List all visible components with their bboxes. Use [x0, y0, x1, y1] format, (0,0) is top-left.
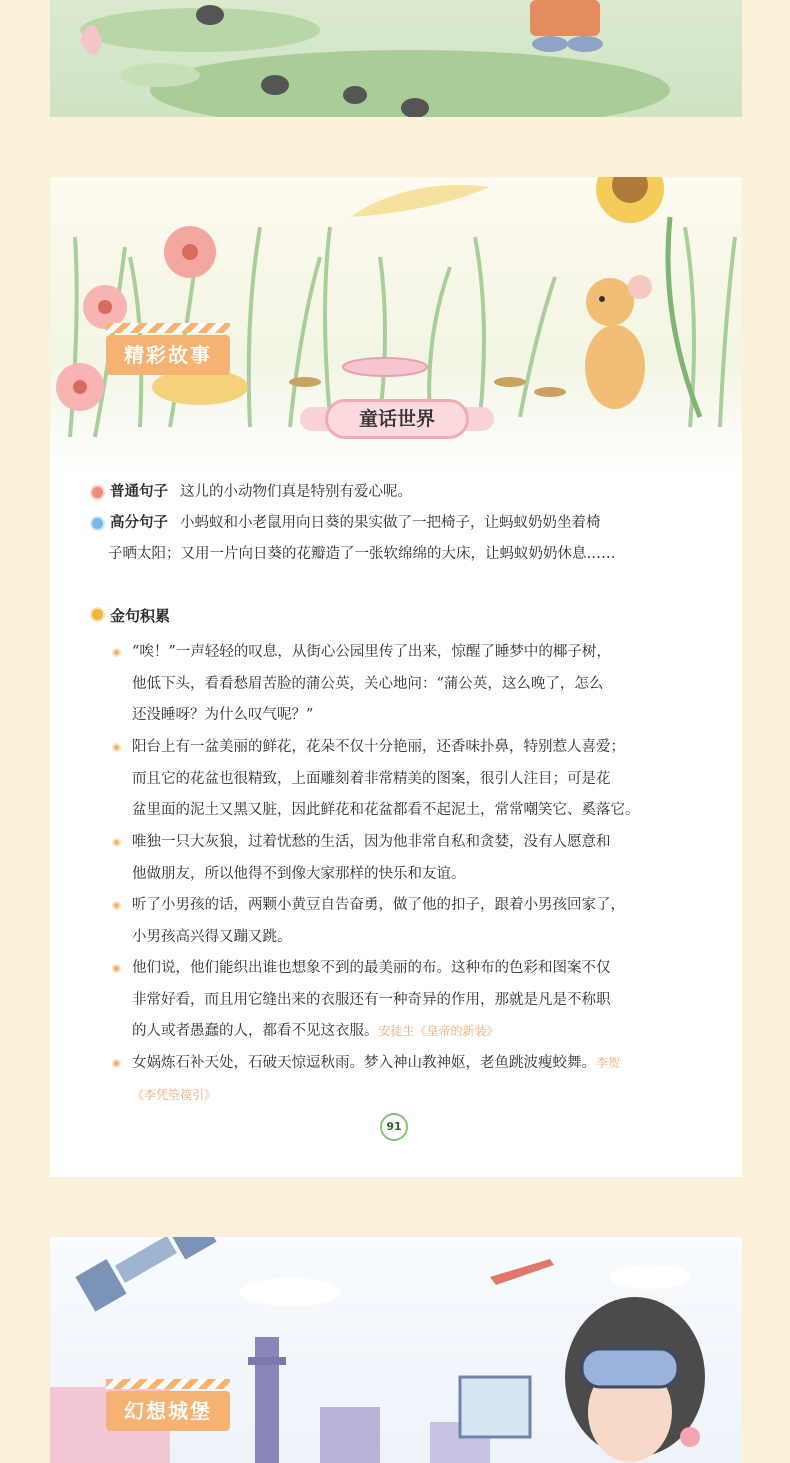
high-score-sentence-text: 小蚂蚁和小老鼠用向日葵的果实做了一把椅子，让蚂蚁奶奶坐着椅 — [180, 515, 601, 531]
section-tag: 精彩故事 — [106, 335, 230, 375]
story-page — [50, 177, 742, 1177]
tag-stripe-decoration — [106, 1379, 230, 1389]
alarm-clock-icon — [90, 516, 105, 531]
pond-illustration — [50, 0, 742, 117]
high-score-sentence-cont: 子晒太阳；又用一片向日葵的花瓣造了一张软绵绵的大床，让蚂蚁奶奶休息…… — [108, 546, 616, 562]
golden-sentence-item: 女娲炼石补天处，石破天惊逗秋雨。梦入神山教神妪，老鱼跳波瘦蛟舞。李贺 《李凭箜篌引》 — [132, 1048, 684, 1111]
golden-sentence-item: “唉！”一声轻轻的叹息，从街心公园里传了出来，惊醒了睡梦中的椰子树， 他低下头，看看愁眉苦脸的蒲公英，关心地问：“蒲公英，这么晚了，怎么 还没睡呀？为什么叹气呢？” — [132, 637, 684, 732]
golden-sentences-heading: 金句积累 — [110, 605, 170, 626]
fantasy-castle-page — [50, 1237, 742, 1463]
alarm-clock-icon — [90, 607, 105, 622]
golden-sentence-item: 听了小男孩的话，两颗小黄豆自告奋勇，做了他的扣子，跟着小男孩回家了， 小男孩高兴得又蹦又跳。 — [132, 890, 684, 953]
source-author: 李贺 — [596, 1056, 621, 1070]
source-citation: 《李凭箜篌引》 — [132, 1087, 217, 1102]
source-citation: 安徒生《皇帝的新装》 — [378, 1024, 499, 1038]
high-score-sentence-label: 高分句子 — [110, 515, 168, 531]
bullet-icon — [112, 838, 121, 847]
section-tag: 幻想城堡 — [106, 1391, 230, 1431]
alarm-clock-icon — [90, 485, 105, 500]
page-title: 童话世界 — [325, 399, 469, 439]
bullet-icon — [112, 1059, 121, 1068]
bullet-icon — [112, 901, 121, 910]
bullet-icon — [112, 964, 121, 973]
golden-sentence-item: 阳台上有一盆美丽的鲜花，花朵不仅十分艳丽，还香味扑鼻，特别惹人喜爱； 而且它的花盆也很精致，上面雕刻着非常精美的图案，很引人注目；可是花 盆里面的泥土又黑又脏，因此鲜花和花盆都看不起泥土，常常嘲笑它、奚落它。 — [132, 732, 684, 827]
normal-sentence-text: 这儿的小动物们真是特别有爱心呢。 — [180, 484, 412, 500]
bullet-icon — [112, 648, 121, 657]
page-number: 91 — [380, 1113, 408, 1141]
top-illustration — [50, 0, 742, 117]
normal-sentence-label: 普通句子 — [110, 484, 168, 500]
golden-sentence-item: 唯独一只大灰狼，过着忧愁的生活，因为他非常自私和贪婪，没有人愿意和 他做朋友，所以他得不到像大家那样的快乐和友谊。 — [132, 827, 684, 890]
bullet-icon — [112, 743, 121, 752]
high-score-sentence-row — [110, 508, 692, 539]
tag-stripe-decoration — [106, 323, 230, 333]
golden-sentence-item: 他们说，他们能织出谁也想象不到的最美丽的布。这种布的色彩和图案不仅 非常好看，而且用它缝出来的衣服还有一种奇异的作用，那就是凡是不称职 的人或者愚蠢的人，都看不见这衣服。安徒生《皇帝的新装》 — [132, 953, 684, 1048]
normal-sentence-row — [110, 477, 692, 508]
